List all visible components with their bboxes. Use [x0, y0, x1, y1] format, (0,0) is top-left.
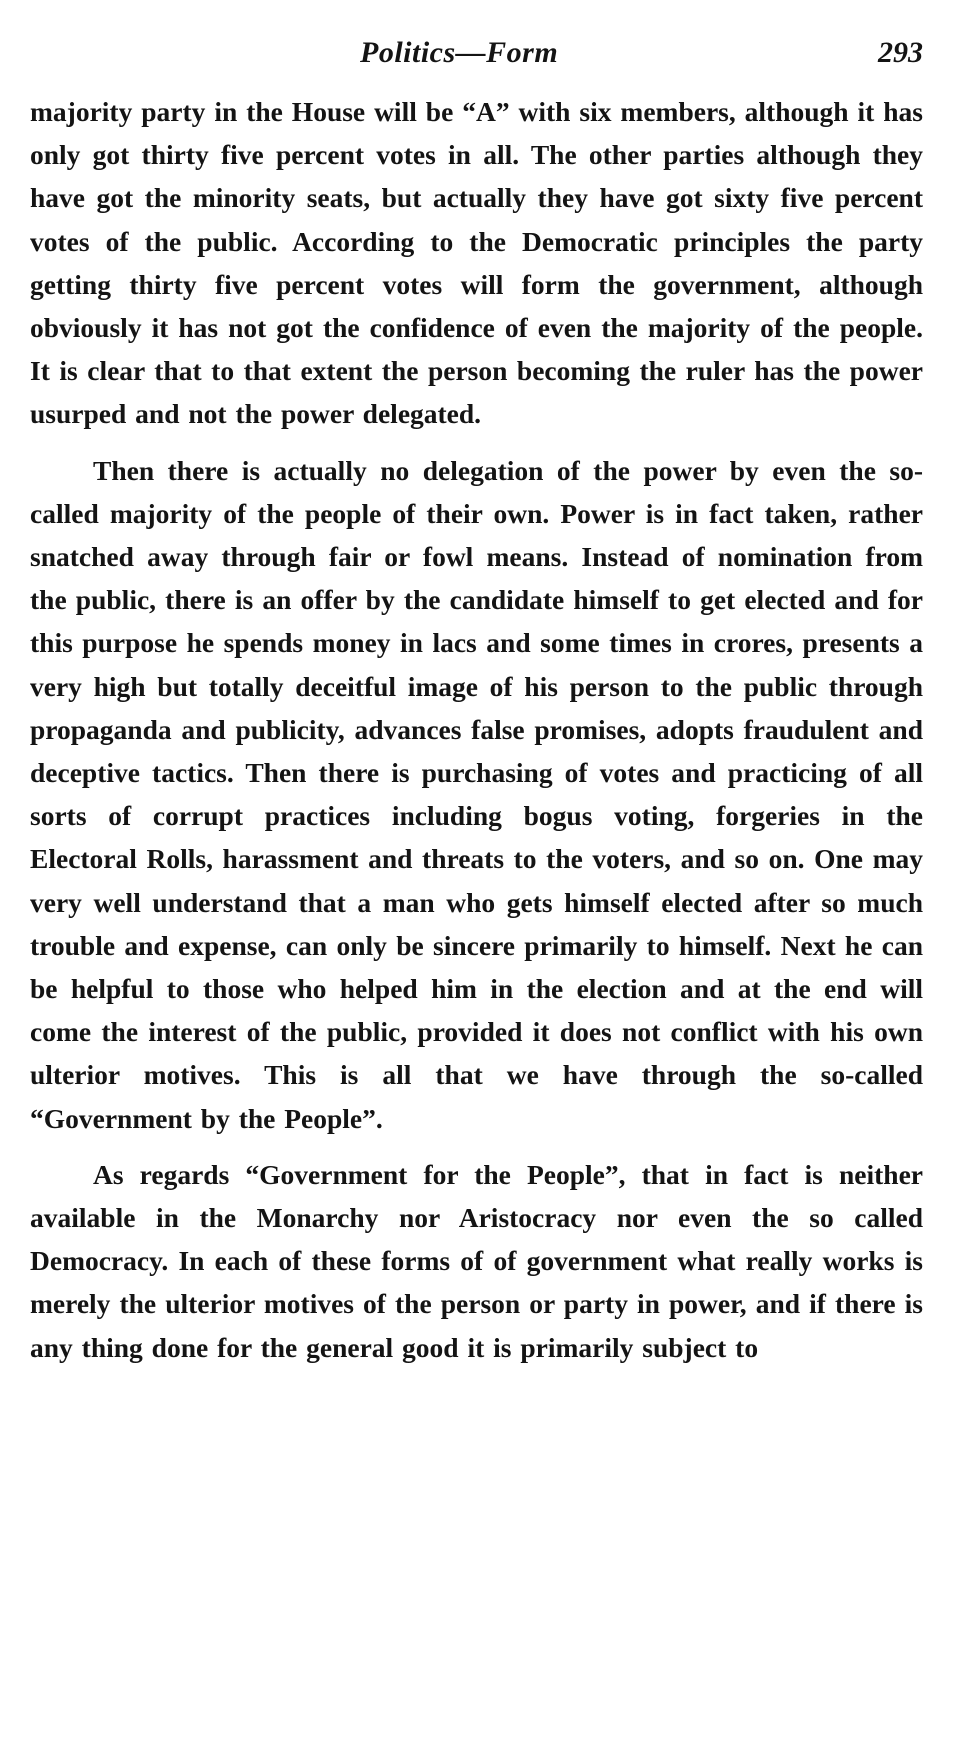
body-text: [30, 90, 923, 1369]
paragraph-continued: majority party in the House will be “A” with six members, although it has only got thirty five percent votes in all. The other parties although they have got the minority seats, but actually they have got sixty five percent votes of the public. According to the Democratic principles the party getting thirty five percent votes will form the government, although obviously it has not got the confidence of even the majority of the people. It is clear that to that extent the person becoming the ruler has the power usurped and not the power delegated.: [30, 96, 923, 430]
running-head: [30, 28, 923, 78]
book-page: [30, 28, 923, 1728]
chapter-title: Politics—Form: [360, 36, 559, 69]
page-number: 293: [878, 36, 923, 69]
paragraph-government-for-people: As regards “Government for the People”, that in fact is neither available in the Monarchy nor Aristocracy nor even the so called Democracy. In each of these forms of of government what really works is merely the ulterior motives of the person or party in power, and if there is any thing done for the general good it is primarily subject to: [30, 1158, 923, 1363]
paragraph-delegation: Then there is actually no delegation of the power by even the so-called majority of the people of their own. Power is in fact taken, rather snatched away through fair or fowl means. Instead of nomination from the public, there is an offer by the candidate himself to get elected and for this purpose he spends money in lacs and some times in crores, presents a very high but totally deceitful image of his person to the public through propaganda and publicity, advances false promises, adopts fraudulent and deceptive tactics. Then there is purchasing of votes and practicing of all sorts of corrupt practices including bogus voting, forgeries in the Electoral Rolls, harassment and threats to the voters, and so on. One may very well understand that a man who gets himself elected after so much trouble and expense, can only be sincere primarily to himself. Next he can be helpful to those who helped him in the election and at the end will come the interest of the public, provided it does not conflict with his own ulterior motives. This is all that we have through the so-called “Government by the People”.: [30, 454, 923, 1134]
